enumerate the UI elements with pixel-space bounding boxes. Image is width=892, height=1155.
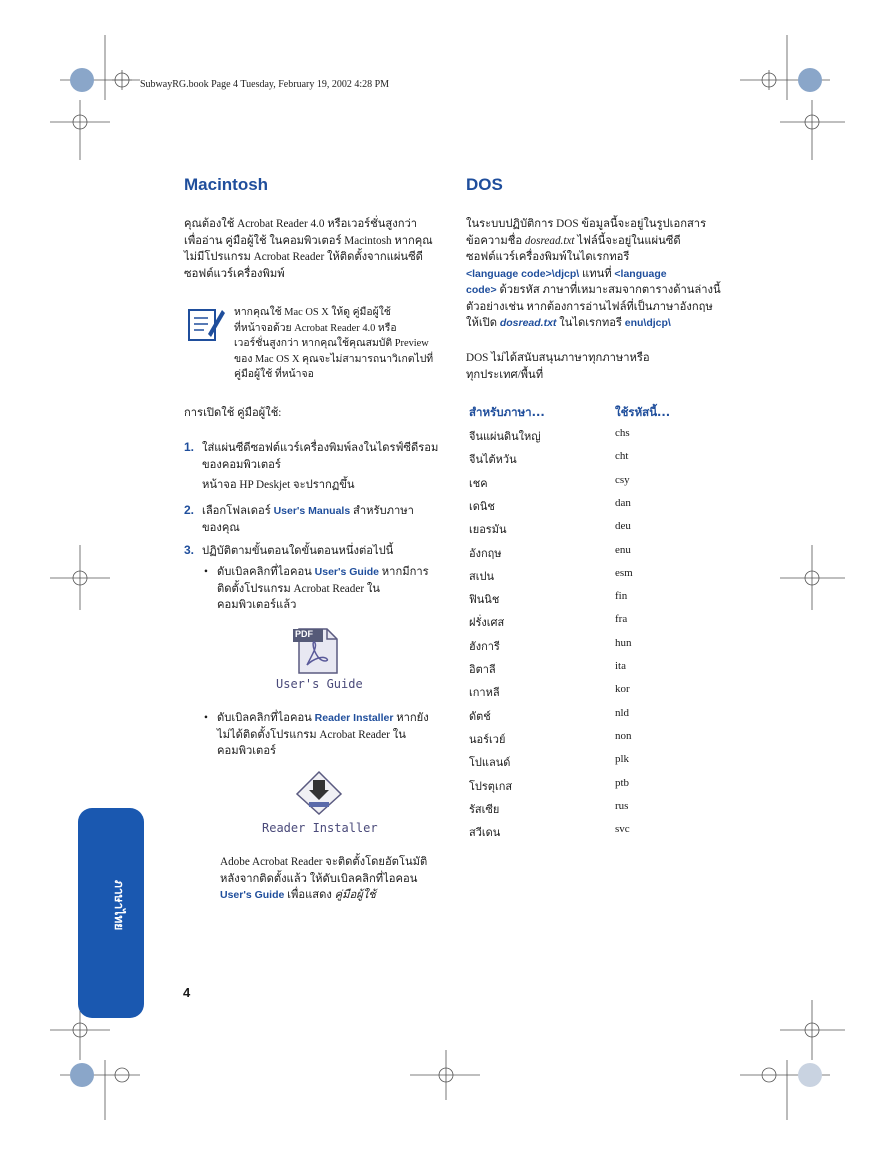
language-code: csy — [615, 473, 630, 486]
step-3-number: 3. — [184, 543, 195, 557]
language-code: enu — [615, 543, 631, 556]
installer-icon[interactable] — [295, 770, 343, 816]
table-row — [469, 497, 669, 515]
table-row — [469, 683, 669, 701]
language-code: ita — [615, 660, 626, 672]
language-code: non — [615, 729, 632, 742]
pdf-badge: PDF — [295, 629, 313, 639]
print-header: SubwayRG.book Page 4 Tuesday, February 19, 2002 4:28 PM — [140, 79, 390, 90]
table-row — [469, 800, 669, 818]
language-name: เกาหลี — [469, 687, 500, 700]
language-code: deu — [615, 520, 631, 533]
language-name: โปแลนด์ — [469, 757, 511, 770]
language-code: ptb — [615, 776, 630, 789]
language-name: สเปน — [469, 570, 494, 583]
language-name: สวีเดน — [469, 827, 501, 840]
users-guide-icon-caption[interactable]: User's Guide — [276, 677, 363, 691]
step-1-number: 1. — [184, 440, 195, 454]
language-code: esm — [615, 566, 633, 579]
opening-heading: การเปิดใช้ คู่มือผู้ใช้: — [184, 407, 282, 419]
macintosh-title: Macintosh — [184, 175, 269, 194]
language-code: plk — [615, 753, 630, 766]
language-name: เชค — [469, 477, 488, 490]
reader-installer-icon-caption[interactable]: Reader Installer — [262, 821, 378, 835]
table-row — [469, 590, 669, 608]
table-row — [469, 660, 669, 678]
table-row — [469, 544, 669, 562]
language-code: cht — [615, 450, 629, 463]
step-1-text: ใส่แผ่นซีดีซอฟต์แวร์เครื่องพิมพ์ลงในไดรฟ์ซีดีรอม ของคอมพิวเตอร์ หน้าจอ HP Deskjet จะปรากฏขึ้น — [202, 442, 439, 491]
language-code: svc — [615, 823, 630, 836]
table-row — [469, 427, 669, 445]
language-name: ฟินนิช — [469, 594, 500, 607]
step-2-number: 2. — [184, 503, 195, 517]
language-code: kor — [615, 683, 630, 696]
table-row — [469, 753, 669, 771]
language-code: nld — [615, 706, 630, 719]
language-code: fra — [615, 613, 628, 626]
dos-support-note: DOS ไม่ได้สนับสนุนภาษาทุกภาษาหรือ ทุกประเทศ/พื้นที่ — [466, 352, 650, 381]
page-number: 4 — [183, 985, 191, 1000]
mac-os-x-note: หากคุณใช้ Mac OS X ให้ดู คู่มือผู้ใช้ ที่หน้าจอด้วย Acrobat Reader 4.0 หรือ เวอร์ชั่นสูงกว่า หากคุณใช้คุณสมบัติ Preview ของ Mac OS X คุณจะไม่สามารถนาวิเกตไปที่ คู่มือผู้ใช้ ที่หน้าจอ — [234, 307, 434, 380]
language-name: ดัตช์ — [469, 710, 491, 723]
code-column-header: ใช้รหัสนี้... — [615, 405, 671, 419]
dos-paragraph: ในระบบปฏิบัติการ DOS ข้อมูลนี้จะอยู่ในรูปเอกสาร ข้อความชื่อ dosread.txt ไฟล์นี้จะอยู่ในแผ่นซีดี ซอฟต์แวร์เครื่องพิมพ์ในไดเรกทอรี <language code>\djcp\ แทนที่ <language code> ด้วยรหัส ภาษาที่เหมาะสมจากตารางด้านล่างนี้ ตัวอย่างเช่น หากต้องการอ่านไฟล์ที่เป็นภาษาอังกฤษ ให้เปิด dosread.txt ในไดเรกทอรี enu\djcp\ — [466, 218, 721, 329]
table-row — [469, 730, 669, 748]
note-icon — [186, 304, 226, 346]
language-name: ฮังการี — [469, 640, 500, 653]
language-name: อังกฤษ — [469, 547, 502, 560]
table-row — [469, 450, 669, 468]
step-3-text: ปฏิบัติตามขั้นตอนใดขั้นตอนหนึ่งต่อไปนี้ — [202, 545, 394, 557]
language-code: dan — [615, 496, 631, 509]
step-2-text: เลือกโฟลเดอร์ User's Manuals สำหรับภาษา ของคุณ — [202, 505, 414, 534]
language-code: rus — [615, 799, 629, 812]
language-code: fin — [615, 590, 628, 603]
language-name: โปรตุเกส — [469, 780, 513, 793]
language-name: เยอรมัน — [469, 524, 507, 537]
table-row — [469, 567, 669, 585]
language-name: นอร์เวย์ — [469, 733, 506, 746]
dos-title: DOS — [466, 175, 503, 194]
language-code: hun — [615, 636, 632, 649]
table-row — [469, 520, 669, 538]
bullet-1-text: ดับเบิลคลิกที่ไอคอน User's Guide หากมีการ ติดตั้งโปรแกรม Acrobat Reader ใน คอมพิวเตอร์แล้ว — [217, 566, 429, 611]
table-row — [469, 637, 669, 655]
language-side-tab-label: ภาษาไทย — [112, 880, 126, 931]
table-row — [469, 707, 669, 725]
final-paragraph: Adobe Acrobat Reader จะติดตั้งโดยอัตโนมัติ หลังจากติดตั้งแล้ว ให้ดับเบิลคลิกที่ไอคอน User's Guide เพื่อแสดง คู่มือผู้ใช้ — [220, 856, 428, 901]
language-name: จีนไต้หวัน — [469, 454, 517, 467]
language-name: เดนิช — [469, 500, 495, 513]
table-row — [469, 474, 669, 492]
language-code: chs — [615, 427, 630, 439]
table-row — [469, 777, 669, 795]
bullet-2-text: ดับเบิลคลิกที่ไอคอน Reader Installer หากยัง ไม่ได้ติดตั้งโปรแกรม Acrobat Reader ใน คอมพิวเตอร์ — [217, 712, 429, 757]
table-row — [469, 823, 669, 841]
language-name: อิตาลี — [469, 664, 496, 676]
language-column-header: สำหรับภาษา... — [469, 405, 545, 419]
language-name: จีนแผ่นดินใหญ่ — [469, 431, 541, 443]
language-name: ฝรั่งเศส — [469, 617, 505, 630]
language-name: รัสเซีย — [469, 803, 500, 816]
macintosh-intro: คุณต้องใช้ Acrobat Reader 4.0 หรือเวอร์ชั่นสูงกว่า เพื่ออ่าน คู่มือผู้ใช้ ในคอมพิวเตอร์ Macintosh หากคุณ ไม่มีโปรแกรม Acrobat Reader ให้ติดตั้งจากแผ่นซีดี ซอฟต์แวร์เครื่องพิมพ์ — [184, 218, 433, 280]
table-row — [469, 613, 669, 631]
